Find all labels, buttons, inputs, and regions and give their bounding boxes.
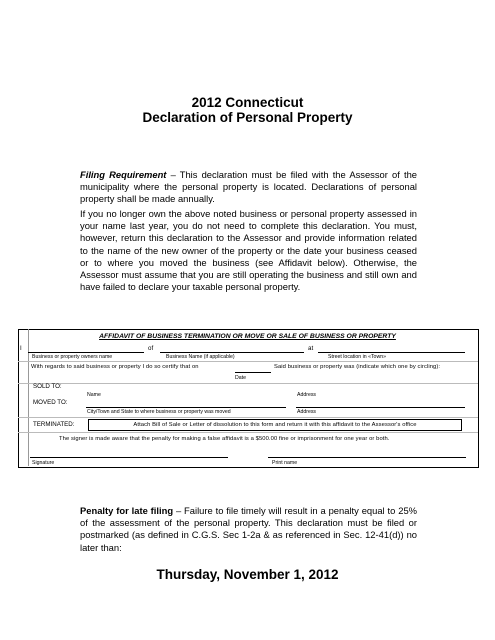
no-longer-own-paragraph: If you no longer own the above noted business or personal property assessed in your name last year, you do not need to complete this declaration. You must, however, return this declaration to the Assessor and provide information related to the name of the new owner of the property or the date your business ceased or to where you moved the business (see Affidavit below). Otherwise, the Assessor must assume that you are still operating the business and still own and have failed to declare your taxable personal property. [80, 208, 417, 293]
owner-name-field[interactable] [28, 352, 144, 353]
signature-caption: Signature [32, 460, 55, 466]
late-filing-paragraph [80, 505, 417, 554]
address-field[interactable] [296, 407, 465, 408]
row-divider [18, 417, 478, 418]
date-caption: Date [235, 375, 246, 381]
affidavit-box [18, 329, 479, 468]
filing-requirement-heading: Filing Requirement [80, 169, 167, 180]
late-filing-text: – Failure to file timely will result in a penalty equal to 25% of the assessment of the personal property. This declaration must be filed or postmarked (as defined in C.G.S. Sec 1-2a & as referenced in Sec. 12-41(d)) no later than: [80, 505, 417, 553]
date-field[interactable] [235, 372, 271, 373]
business-name-caption: Business Name (if applicable) [166, 354, 235, 360]
business-name-field[interactable] [160, 352, 304, 353]
row-divider [18, 383, 478, 384]
street-location-caption: Street location in «Town» [328, 354, 386, 360]
late-filing-heading: Penalty for late filing [80, 505, 174, 516]
sold-to-label[interactable]: SOLD TO: [33, 383, 62, 390]
i-label: I [20, 345, 22, 352]
of-label: of [148, 345, 154, 352]
name-field[interactable] [86, 407, 286, 408]
certify-tail-text: Said business or property was (indicate which one by circling): [274, 364, 441, 370]
affidavit-heading: AFFIDAVIT OF BUSINESS TERMINATION OR MOVE OR SALE OF BUSINESS OR PROPERTY [99, 333, 396, 340]
false-affidavit-penalty-note: The signer is made aware that the penalty for making a false affidavit is a $500.00 fine or imprisonment for one year or both. [59, 436, 390, 442]
owner-name-caption: Business or property owners name [32, 354, 113, 360]
row-divider [18, 361, 478, 362]
terminated-instructions-box [88, 419, 462, 431]
affidavit-margin-line [28, 329, 29, 466]
terminated-instructions: Attach Bill of Sale or Letter of dissolution to this form and return it with this affidavit to the Assessor's office [133, 422, 417, 428]
at-label: at [308, 345, 314, 352]
signature-field[interactable] [30, 457, 228, 458]
moved-to-label[interactable]: MOVED TO: [33, 399, 68, 406]
row-divider [18, 432, 478, 433]
street-location-field[interactable] [318, 352, 465, 353]
terminated-label[interactable]: TERMINATED: [33, 421, 75, 428]
name-caption: Name [87, 392, 101, 398]
filing-requirement-text: – This declaration must be filed with the Assessor of the municipality where the personal property is located. Declarations of personal property shall be made annually. [80, 169, 417, 205]
filing-deadline: Thursday, November 1, 2012 [156, 567, 339, 582]
city-caption: City/Town and State to where business or property was moved [87, 409, 231, 415]
address-caption: Address [297, 392, 317, 398]
address-caption-2: Address [297, 409, 317, 415]
filing-requirement-paragraph [80, 169, 417, 206]
title-line-2: Declaration of Personal Property [142, 110, 353, 125]
certify-text: With regards to said business or property I do so certify that on [31, 364, 199, 370]
print-name-field[interactable] [268, 457, 466, 458]
title-line-1: 2012 Connecticut [191, 95, 304, 110]
print-name-caption: Print name [272, 460, 298, 466]
